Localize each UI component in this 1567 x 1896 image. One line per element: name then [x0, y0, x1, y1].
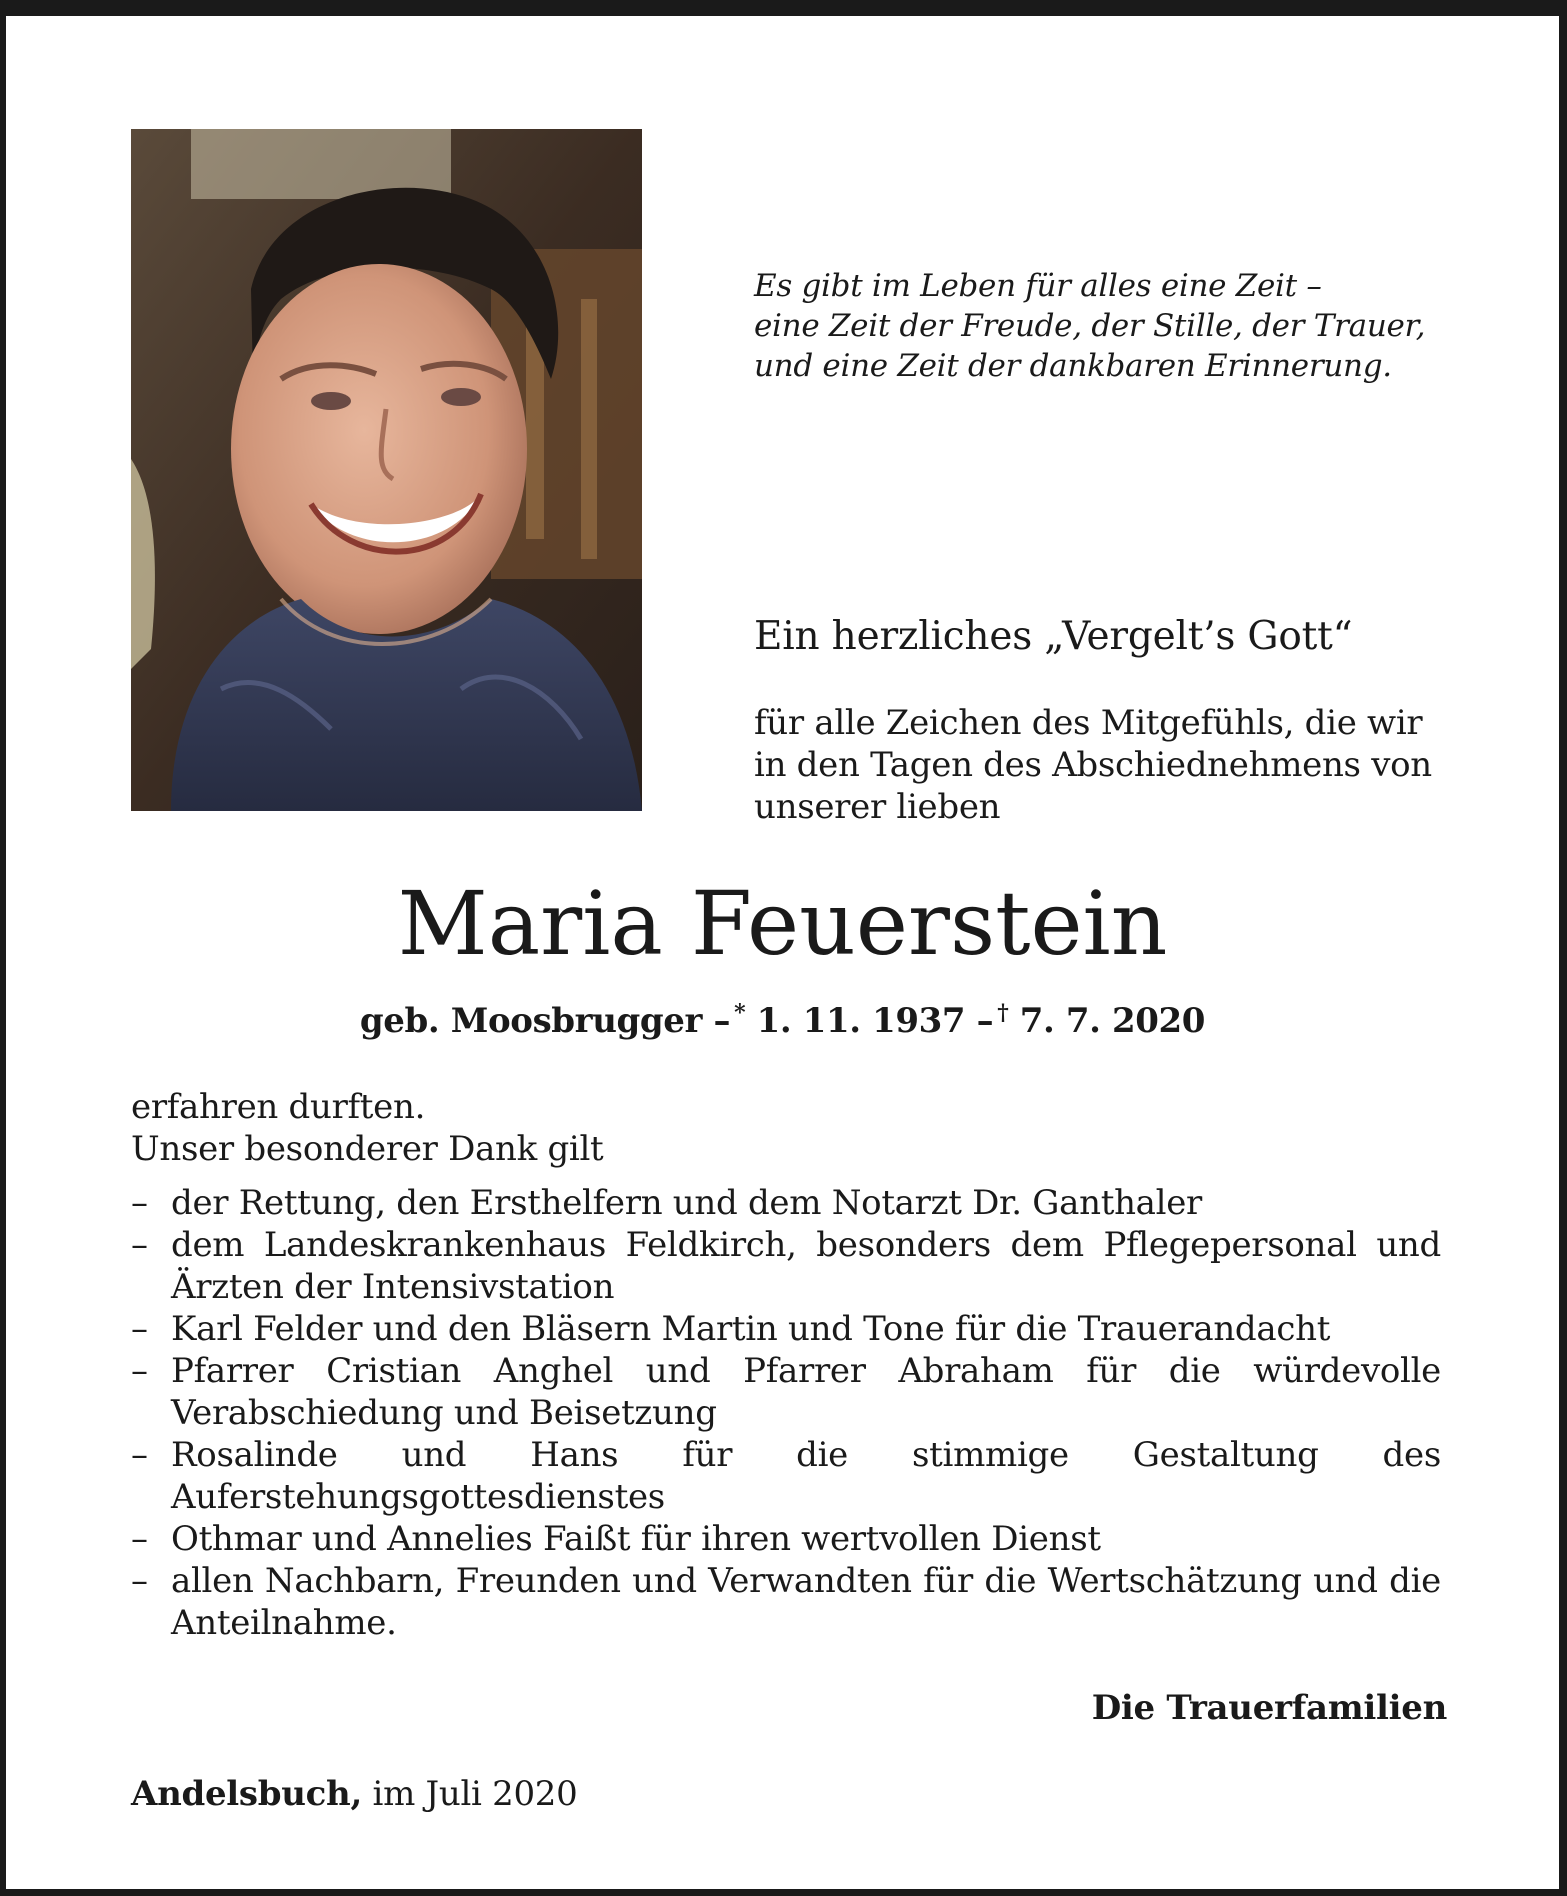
deceased-name: Maria Feuerstein [397, 872, 1168, 975]
list-item [131, 1518, 1441, 1560]
list-item [131, 1560, 1441, 1644]
separator: – [713, 1001, 731, 1041]
list-dash: – [131, 1183, 148, 1223]
death-date: 7. 7. 2020 [1019, 1001, 1206, 1041]
separator: – [976, 1001, 994, 1041]
birth-symbol: * [734, 1000, 746, 1026]
list-item-text: allen Nachbarn, Freunden und Verwandten für die Wertschätzung und die Anteilnahme. [171, 1561, 1441, 1643]
list-dash: – [131, 1225, 148, 1265]
poem-line: eine Zeit der Freude, der Stille, der Trauer, [754, 308, 1426, 344]
list-item-text: Rosalinde und Hans für die stimmige Gestaltung des Auferstehungsgottesdienstes [171, 1435, 1441, 1517]
list-item [131, 1182, 1441, 1224]
signature: Die Trauerfamilien [1091, 1688, 1447, 1728]
thanks-intro-line: unserer lieben [754, 787, 1001, 827]
list-item-text: Pfarrer Cristian Anghel und Pfarrer Abraham für die würdevolle Verabschiedung und Beisetzung [171, 1351, 1441, 1433]
list-dash: – [131, 1435, 148, 1475]
body-line: Unser besonderer Dank gilt [131, 1129, 604, 1169]
list-dash: – [131, 1309, 148, 1349]
thanks-intro [754, 702, 1474, 828]
list-dash: – [131, 1351, 148, 1391]
list-item-text: Karl Felder und den Bläsern Martin und Tone für die Trauerandacht [171, 1309, 1331, 1349]
list-item [131, 1434, 1441, 1518]
poem-line: und eine Zeit der dankbaren Erinnerung. [754, 348, 1392, 384]
thanks-list [131, 1182, 1441, 1644]
thanks-intro-line: in den Tagen des Abschiednehmens von [754, 745, 1432, 785]
poem-line: Es gibt im Leben für alles eine Zeit – [754, 268, 1322, 304]
list-item-text: der Rettung, den Ersthelfern und dem Notarzt Dr. Ganthaler [171, 1183, 1202, 1223]
thanks-heading: Ein herzliches „Vergelt’s Gott“ [754, 614, 1353, 659]
place: Andelsbuch, [131, 1774, 363, 1814]
list-item-text: Othmar und Annelies Faißt für ihren wertvollen Dienst [171, 1519, 1101, 1559]
portrait-photo [131, 129, 642, 811]
life-dates-line [6, 999, 1559, 1047]
list-item [131, 1350, 1441, 1434]
list-item [131, 1308, 1441, 1350]
list-item-text: dem Landeskrankenhaus Feldkirch, besonders dem Pflegepersonal und Ärzten der Intensivstation [171, 1225, 1441, 1307]
thanks-intro-line: für alle Zeichen des Mitgefühls, die wir [754, 703, 1423, 743]
death-symbol: † [997, 1000, 1009, 1026]
birth-date: 1. 11. 1937 [756, 1001, 966, 1041]
list-dash: – [131, 1519, 148, 1559]
poem [754, 266, 1474, 386]
body-line: erfahren durften. [131, 1087, 426, 1127]
list-item [131, 1224, 1441, 1308]
maiden-name: geb. Moosbrugger [359, 1001, 703, 1041]
place-date [131, 1772, 577, 1816]
body-intro [131, 1086, 1441, 1170]
date: im Juli 2020 [372, 1774, 578, 1814]
list-dash: – [131, 1561, 148, 1601]
